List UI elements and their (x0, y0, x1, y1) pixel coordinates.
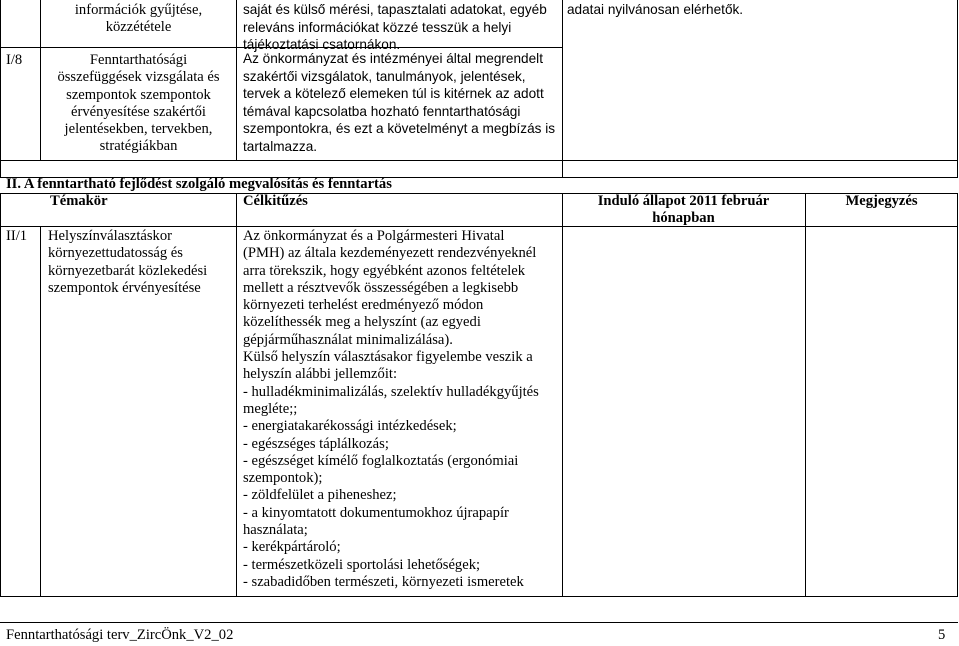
table-border-right (957, 193, 958, 597)
top-table-border-right (957, 0, 958, 177)
topic-cell: Fenntarthatósági összefüggések vizsgálata és szempontok szempontok érvényesítése szakértői jelentésekben, tervekben, stratégiákban (57, 52, 220, 155)
row-id: I/8 (6, 52, 23, 68)
goal-cell: Az önkormányzat és intézményei által megrendelt szakértői vizsgálatok, tanulmányok, jelentések, tervek a kötelező elemeken túl is kitérnek az adott témával kapcsolatba hozható fenntarthatósági szempontokra, és ezt a követelményt a megbízás is tartalmazza. (243, 51, 556, 154)
section-title: II. A fenntartható fejlődést szolgáló megvalósítás és fenntartás (6, 176, 392, 192)
row-divider (0, 226, 958, 227)
header-status: Induló állapot 2011 február hónapban (597, 193, 770, 227)
header-topic: Témakör (50, 193, 108, 209)
footer-doc-name: Fenntarthatósági terv_ZircÖnk_V2_02 (6, 627, 234, 643)
topic-cell: Helyszínválasztáskor környezettudatosság és környezetbarát közlekedési szempontok érvényesítése (48, 228, 208, 296)
goal-cell: Az önkormányzat és a Polgármesteri Hivatal (PMH) az általa kezdeményezett rendezvényeknél arra törekszik, hogy egyébként azonos feltételek mellett a résztvevők összességében a legkisebb környezeti terhelést eredményező módon közelíthessék meg a helyszínt (az egyedi gépjárműhasználat minimalizálása). Külső helyszín választásakor figyelembe veszik a helyszín alábbi jellemzőit: - hulladékminimalizálás, szelektív hulladékgyűjtés megléte;; - energiatakarékossági intézkedések; - egészséges táplálkozás; - egészséget kímélő foglalkoztatás (ergonómiai szempontok); - zöldfelület a piheneshez; - a kinyomtatott dokumentumokhoz újrapapír használata; - kerékpártároló; - természetközeli sportolási lehetőségek; - szabadidőben természeti, környezeti ismeretek (243, 228, 539, 590)
footer-divider (0, 622, 958, 623)
table-col-divider-2 (236, 193, 237, 597)
top-table-col-divider-3 (562, 0, 563, 177)
topic-cell-continued: információk gyűjtése, közzététele (74, 2, 203, 36)
header-note: Megjegyzés (845, 193, 918, 209)
row-id: II/1 (6, 228, 28, 244)
table-bottom-border (0, 596, 958, 597)
table-col-divider-3 (562, 193, 563, 597)
table-border-left (0, 193, 1, 597)
table-col-divider-4 (805, 193, 806, 597)
status-cell-continued: adatai nyilvánosan elérhetők. (567, 2, 744, 17)
goal-cell-continued: saját és külső mérési, tapasztalati adatokat, egyéb releváns információkat közzé tesszük a helyi tájékoztatási csatornákon. (243, 2, 547, 53)
top-table-border-left (0, 0, 1, 177)
top-table-col-divider-2 (236, 0, 237, 160)
row-divider (0, 160, 958, 161)
header-goal: Célkitűzés (243, 193, 308, 209)
table-col-divider-1 (40, 226, 41, 597)
page-number: 5 (938, 627, 946, 643)
